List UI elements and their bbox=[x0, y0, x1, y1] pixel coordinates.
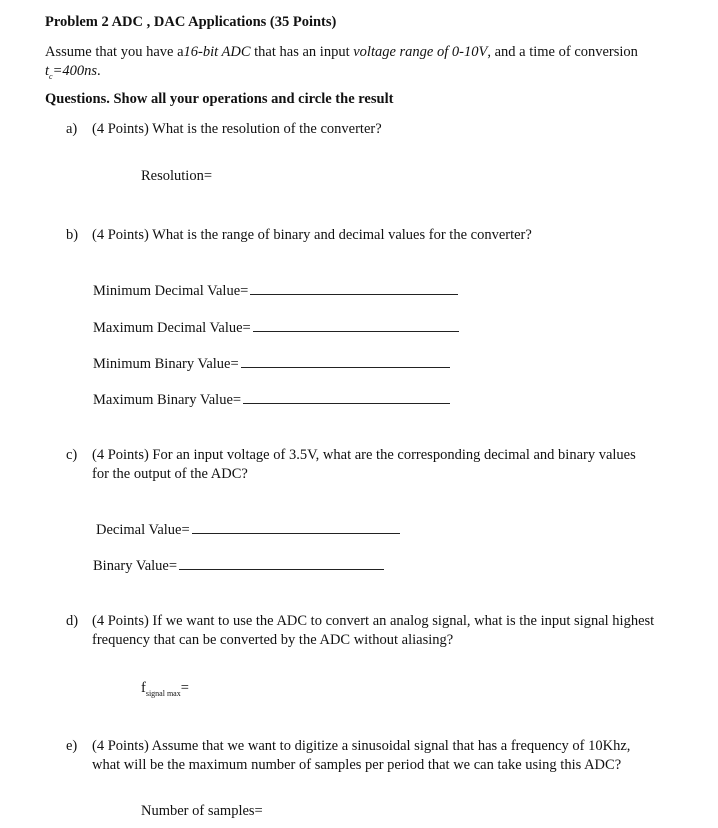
question-b-letter: b) bbox=[66, 227, 79, 243]
tc-period: . bbox=[97, 63, 101, 79]
question-d-text-1: (4 Points) If we want to use the ADC to convert an analog signal, what is the input signal highest bbox=[92, 613, 655, 629]
question-b bbox=[66, 227, 532, 244]
decimal-value-row bbox=[96, 521, 400, 539]
fsignal-subscript: signal max bbox=[145, 688, 181, 698]
tc-value: =400ns bbox=[52, 63, 98, 79]
intro-text-a: Assume that you have a bbox=[45, 44, 184, 60]
tc-subscript: c bbox=[49, 71, 53, 81]
question-a-text: (4 Points) What is the resolution of the converter? bbox=[92, 121, 382, 137]
min-decimal-row bbox=[93, 282, 458, 300]
intro-line-2 bbox=[45, 63, 101, 81]
binary-value-answer-line[interactable] bbox=[179, 557, 384, 570]
tc-symbol: t bbox=[45, 63, 50, 79]
question-d-text-2: frequency that can be converted by the ADC without aliasing? bbox=[92, 632, 454, 648]
max-decimal-label: Maximum Decimal Value= bbox=[93, 320, 251, 336]
intro-text-c: that has an input bbox=[250, 44, 354, 60]
question-d-letter: d) bbox=[66, 613, 79, 629]
max-binary-row bbox=[93, 391, 450, 409]
fsignal-max-field-label bbox=[141, 680, 189, 698]
question-e-text-1: (4 Points) Assume that we want to digitize a sinusoidal signal that has a frequency of 10Khz, bbox=[92, 738, 631, 754]
question-e-text-2: what will be the maximum number of samples per period that we can take using this ADC? bbox=[92, 757, 622, 773]
min-decimal-label: Minimum Decimal Value= bbox=[93, 283, 249, 299]
question-c-letter: c) bbox=[66, 447, 78, 463]
intro-line-1 bbox=[45, 44, 638, 61]
questions-heading: Questions. Show all your operations and circle the result bbox=[45, 91, 394, 107]
question-a-letter: a) bbox=[66, 121, 78, 137]
fsignal-f: f bbox=[141, 680, 146, 696]
intro-adc-bits: 16-bit ADC bbox=[183, 44, 251, 60]
min-decimal-answer-line[interactable] bbox=[250, 282, 458, 295]
fsignal-eq: = bbox=[180, 680, 189, 696]
question-a bbox=[66, 121, 382, 138]
max-binary-label: Maximum Binary Value= bbox=[93, 392, 242, 408]
intro-voltage-range: voltage range of 0-10V bbox=[353, 44, 488, 60]
question-c-text-1: (4 Points) For an input voltage of 3.5V, what are the corresponding decimal and binary values bbox=[92, 447, 636, 463]
problem-title: Problem 2 ADC , DAC Applications (35 Points) bbox=[45, 14, 337, 30]
question-c-text-2: for the output of the ADC? bbox=[92, 466, 248, 482]
decimal-value-answer-line[interactable] bbox=[192, 521, 400, 534]
number-of-samples-label: Number of samples= bbox=[141, 803, 263, 819]
decimal-value-label: Decimal Value= bbox=[96, 522, 190, 538]
max-decimal-row bbox=[93, 319, 459, 337]
intro-text-e: , and a time of conversion bbox=[487, 44, 638, 60]
min-binary-label: Minimum Binary Value= bbox=[93, 356, 239, 372]
question-d bbox=[66, 613, 654, 630]
binary-value-label: Binary Value= bbox=[93, 558, 178, 574]
max-binary-answer-line[interactable] bbox=[243, 391, 450, 404]
min-binary-answer-line[interactable] bbox=[241, 355, 450, 368]
question-c bbox=[66, 447, 636, 464]
question-e bbox=[66, 738, 630, 755]
min-binary-row bbox=[93, 355, 450, 373]
max-decimal-answer-line[interactable] bbox=[253, 319, 459, 332]
question-b-text: (4 Points) What is the range of binary and decimal values for the converter? bbox=[92, 227, 532, 243]
resolution-field-label: Resolution= bbox=[141, 168, 213, 184]
question-e-letter: e) bbox=[66, 738, 78, 754]
binary-value-row bbox=[93, 557, 384, 575]
